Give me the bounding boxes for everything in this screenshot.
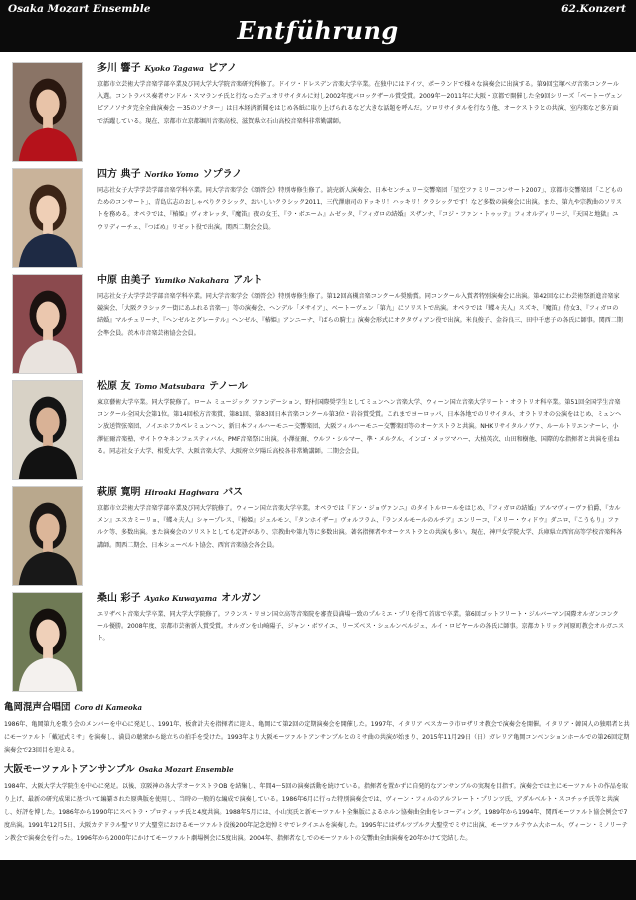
portrait-image (13, 593, 82, 691)
artist-roman-name: Hiroaki Hagiwara (144, 488, 220, 497)
artist-name: 四方 典子 (97, 169, 141, 180)
artist-name-line (97, 62, 624, 75)
artist-photo (12, 380, 83, 480)
artist-name: 萩原 寛明 (97, 487, 141, 498)
group-entry (4, 702, 630, 757)
artist-photo (12, 486, 83, 586)
group-roman-name: Osaka Mozart Ensemble (138, 765, 234, 774)
artist-entry (12, 62, 624, 166)
artist-photo (12, 592, 83, 692)
artist-name-line (97, 274, 624, 287)
artist-bio: エリザベト音楽大学卒業、同大学大学院修了。フランス・リヨン国立高等音楽院を審査員満場一致のプルミエ・プリを得て首席で卒業。第6回ゴットフリート・ジルバーマン国際オルガンコンクール優勝。2008年度、京都市芸術新人賞受賞。オルガンを山崎陽子、ジャン・ボワイエ、リーズベス・シュルンベルジェ、ルイ・ロビヤールの各氏に師事。京都カトリック河原町教会オルガニスト。 (97, 611, 625, 643)
group-name: 大阪モーツァルトアンサンブル (4, 764, 135, 775)
portrait-image (13, 63, 82, 161)
artist-bio: 同志社女子大学学芸学部音楽学科卒業。同大学音楽学会《頌啓会》特別専修生修了。第12回高槻音楽コンクール奨励賞。同コンクール入賞者特別演奏会に出演。第42回なにわ芸術祭新進音楽家競演会、「大阪クラシック～街にあふれる音楽～」等の演奏会、ヘンデル「メサイア」、ベートーヴェン「第九」にソリストで出演。オペラでは『蝶々夫人』スズキ、『魔笛』侍女3、『フィガロの結婚』マルチェリーナ、『ヘンゼルとグレーテル』ヘンゼル、『椿姫』アンニーナ、『ばらの騎士』演奏会形式にオクタヴィアン役で出演。米良俊子、金谷良三、田中千恵子の各氏に師事。関西二期会準会員。茨木市音楽芸術協会会員。 (97, 293, 623, 337)
footer-bar (0, 860, 636, 900)
artist-info (97, 62, 624, 128)
group-description: 1984年、大阪大学大学院生を中心に発足。以後、京阪神の各大学オーケストラOB を結集し、年間4～5回の演奏活動を続けている。指揮者を置かずに自発的なアンサンブルの実現を目指す。演奏会では主にモーツァルトの作品を取り上げ、最新の研究成果に基づいて編纂された原典版を使用し、当時の一般的な編成で演奏している。1986年6月に行った特別演奏会では、ヴィーン・フィルのアルフレート・プリンツ氏、アダルベルト・スコチッチ氏等と共演し、好評を博した。1986年から1990年にスベトラ・プロティッチ氏と4度共演。1988年5月には、小山実氏と新モーツァルト全集版によるホルン協奏曲全曲をレコーディング。1989年から1994年、関西モーツァルト協会例会で7度出演。1991年12月5日、大阪カテドラル聖マリア大聖堂におけるモーツァルト没後200年記念追悼ミサでレクイエムを演奏した。1995年にはザルツブルク大聖堂でミサに出演、モーツァルテウム大ホール、ヴィーン・ミノリーテン教会で演奏会を行った。1996年から2000年にかけてモーツァルト劇場例会に5度出演。2004年、指揮者なしでのモーツァルトの交響曲全曲演奏を20年かけて完結した。 (4, 783, 628, 842)
artist-roman-name: Noriko Yomo (144, 170, 199, 179)
artist-roman-name: Yumiko Nakahara (154, 276, 230, 285)
concert-number: 62.Konzert (561, 3, 626, 15)
artist-photo (12, 168, 83, 268)
page-title: Entführung (237, 16, 399, 45)
artist-bio: 京都市立芸術大学音楽学部卒業及び同大学大学院音楽研究科修了。ドイツ・ドレスデン音楽大学卒業。在独中にはドイツ、ポーランドで様々な演奏会に出演する。第9回宝塚ベガ音楽コンクール入選。コントラバス奏者サンドル・スマランチ氏と行なったデュオリサイタルに対し2002年度バロックザール賞受賞。2009年～2011年に大阪・京都で開催した全9回シリーズ「ベートーヴェン ピアノソナタ完全全曲演奏会 ～35のソナタ～」は日本経済新聞をはじめ各紙に取り上げられるなど大きな話題を呼んだ。ソロリサイタルを行なう他、オーケストラとの共演、室内楽など多方面で活躍している。現在、京都市立京都堀川音楽高校、滋賀県立石山高校音楽科非常勤講師。 (97, 81, 623, 125)
artist-name: 中原 由美子 (97, 275, 151, 286)
artist-name-line (97, 168, 624, 181)
artist-name-line (97, 592, 624, 605)
ensemble-name: Osaka Mozart Ensemble (8, 3, 151, 15)
artist-entry (12, 168, 624, 272)
group-description: 1986年、亀岡第九を歌う会のメンバーを中心に発足し、1991年、板倉計夫を指揮者に迎え、亀岡にて第2回の定期演奏会を開催した。1997年、イタリア ベスカーラ市ロザリオ教会で演奏会を開催。イタリア・韓国人の独唱者と共にモーツァルト「戴冠式ミサ」を演奏し、満員の聴衆から総立ちの拍手を受けた。1993年より大阪モーツァルトアンサンブルとのミサ曲の共演が始まり、2015年11月29日（日）ガレリア亀岡コンベンションホールでの第26回定期演奏会で23回目を迎える。 (4, 721, 630, 754)
artist-bio: 京都市立芸術大学音楽学部卒業及び同大学院修了。ウィーン国立音楽大学卒業。オペラでは『ドン・ジョヴァンニ』のタイトルロールをはじめ、『フィガロの結婚』アルマヴィーヴァ伯爵、『カルメン』エスカミーリョ、『蝶々夫人』シャープレス、『椿姫』ジェルモン、『タンホイザー』ヴォルフラム、『ランメルモールのルチア』エンリーコ、『メリー・ウィドウ』ダニロ、『こうもり』ファルケ等、多数出演。また演奏会のソリストとしても定評があり、宗教曲や第九等に多数出演。著名指揮者やオーケストラとの共演も多い。現在、神戸女学院大学、兵庫県立西宮高等学校音楽科各講師。関西二期会、日本シューベルト協会、西宮音楽協会各会員。 (97, 505, 623, 549)
artist-name: 松原 友 (97, 381, 131, 392)
group-name-line (4, 764, 630, 776)
artist-info (97, 486, 624, 552)
artist-bio: 同志社女子大学学芸学部音楽学科卒業。同大学音楽学会《頌啓会》特別専修生修了。読売新人演奏会、日本センチュリー交響楽団「星空ファミリーコンサート2007」、京都市交響楽団「こどものためのコンサート」、青島広志のおしゃべりクラシック、おいしいクラシック2011、三代澤康司のドッキリ！ハッキリ！クラシックです！など多数の演奏会に出演。また、第九や宗教曲のソリストを務める。オペラでは、『椿姫』ヴィオレッタ、『魔笛』夜の女王、『ラ・ボエーム』ムゼッタ、『フィガロの結婚』スザンナ、『コジ・ファン・トゥッテ』フィオルディリージ、『天国と地獄』ユウリディーチェ、『つばめ』リゼット役で出演。関西二期会会員。 (97, 187, 623, 231)
group-entry (4, 764, 630, 845)
artist-entry (12, 380, 624, 484)
artist-bio: 東京藝術大学卒業。同大学院修了。ローム ミュージック ファンデーション、野村国際奨学生としてミュンヘン音楽大学、ウィーン国立音楽大学リート・オラトリオ科卒業。第51回全国学生音楽コンクール全国大会第1位。第14回松方音楽賞、第81回、第83回日本音楽コンクール第3位・岩谷賞受賞。これまでヨーロッパ、日本各地でのリサイタル、オラトリオの公演をはじめ、ミュンヘン放送管弦楽団、ノイエホフカペレミュンヘン、新日本フィルハーモニー交響楽団、大阪フィルハーモニー交響楽団等のオーケストラと共演。NHKリサイタルノヴァ、ルールトリエンナーレ、小澤征爾音楽塾、サイトウキネンフェスティバル、PMF音楽祭に出演。小澤征爾、ウルフ・シルマー、準・メルクル、インゴ・メッツマハー、大植英次、山田和樹他、国際的な指揮者と共演を重ねる。同志社女子大学、相愛大学、大阪音楽大学、大阪府立夕陽丘高校各非常勤講師。二期会会員。 (97, 399, 622, 455)
artist-info (97, 168, 624, 234)
artist-info (97, 380, 624, 458)
artist-name-line (97, 380, 624, 393)
artist-roman-name: Ayako Kuwayama (144, 594, 218, 603)
artist-name: 桑山 彩子 (97, 593, 141, 604)
artist-photo (12, 62, 83, 162)
artist-entry (12, 486, 624, 590)
artist-roman-name: Tomo Matsubara (134, 382, 205, 391)
artist-entry (12, 592, 624, 696)
artist-roman-name: Kyoko Tagawa (144, 64, 204, 73)
artist-entry (12, 274, 624, 378)
group-name-line (4, 702, 630, 714)
group-roman-name: Coro di Kameoka (74, 703, 143, 712)
artist-part: バス (223, 487, 244, 498)
portrait-image (13, 169, 82, 267)
artist-info (97, 592, 624, 646)
portrait-image (13, 275, 82, 373)
artist-part: ピアノ (207, 63, 238, 74)
portrait-image (13, 381, 82, 479)
header-banner (0, 0, 636, 52)
artist-name: 多川 響子 (97, 63, 141, 74)
artist-photo (12, 274, 83, 374)
artist-part: ソプラノ (202, 169, 243, 180)
artist-part: オルガン (221, 593, 262, 604)
artist-name-line (97, 486, 624, 499)
group-name: 亀岡混声合唱団 (4, 702, 71, 713)
artist-part: アルト (233, 275, 263, 286)
portrait-image (13, 487, 82, 585)
artist-part: テノール (208, 381, 248, 392)
artist-info (97, 274, 624, 340)
